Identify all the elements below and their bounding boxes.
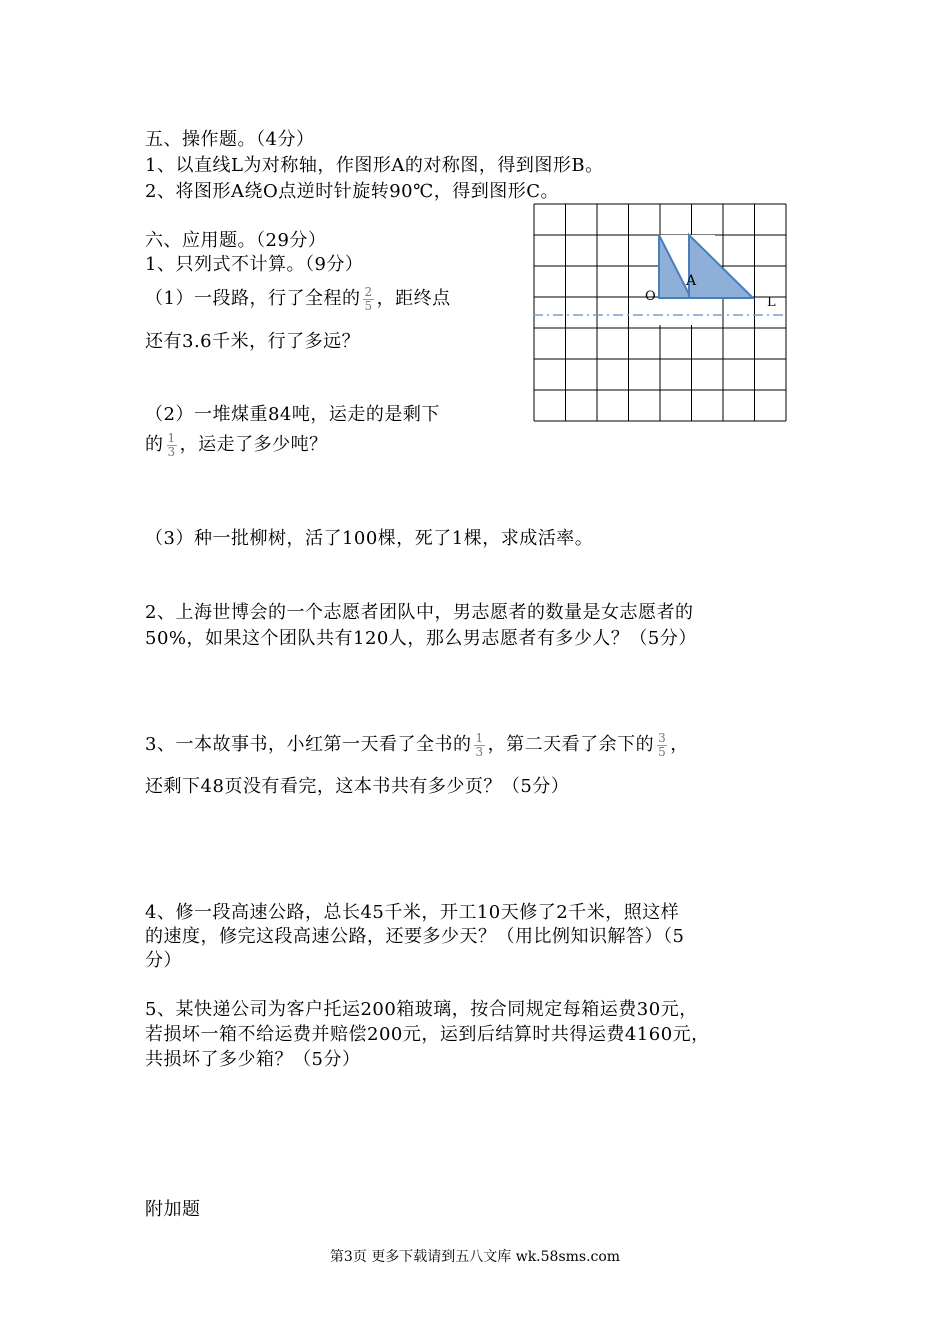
q4-line2: 的速度，修完这段高速公路，还要多少天？（用比例知识解答）（5 [145,926,685,947]
q1-2-text-c: ，运走了多少吨？ [179,434,328,455]
label-a: A [686,273,697,289]
section5-q2: 2、将图形A绕O点逆时针旋转90℃，得到图形C。 [145,181,560,202]
q3-text-c: ， [670,734,689,755]
extra-title: 附加题 [145,1199,201,1220]
q3-text-b: ，第二天看了余下的 [487,734,655,755]
fraction-3-5: $\frac{3}{5}$ [658,730,667,759]
q1-1-line1 [145,284,451,313]
q1-2-line2 [145,430,328,459]
section5-title: 五、操作题。（4分） [145,129,315,150]
fraction-1-3: $\frac{1}{3}$ [167,430,176,459]
page-footer: 第3页 更多下载请到五八文库 wk.58sms.com [329,1249,621,1265]
label-o: O [645,289,656,304]
q1-1-text-a: （1）一段路，行了全程的 [145,288,361,309]
q1-1-text-b: ，距终点 [376,288,451,309]
q5-line1: 5、某快递公司为客户托运200箱玻璃，按合同规定每箱运费30元， [145,999,698,1020]
q3-text-a: 3、一本故事书，小红第一天看了全书的 [145,734,472,755]
q1-3: （3）种一批柳树，活了100棵，死了1棵，求成活率。 [145,528,594,549]
q5-line2: 若损坏一箱不给运费并赔偿200元，运到后结算时共得运费4160元， [145,1024,710,1045]
q4-line1: 4、修一段高速公路，总长45千米，开工10天修了2千米，照这样 [145,902,680,923]
q1-1-line2: 还有3.6千米，行了多远？ [145,331,361,352]
q1-2-line1: （2）一堆煤重84吨，运走的是剩下 [145,404,440,425]
q4-line3: 分） [145,950,182,971]
q3-line2: 还剩下48页没有看完，这本书共有多少页？（5分） [145,776,570,797]
q1-2-text-b: 的 [145,434,164,455]
q5-line3: 共损坏了多少箱？（5分） [145,1049,361,1070]
section6-q1-title: 1、只列式不计算。（9分） [145,254,364,275]
q2-line2: 50%，如果这个团队共有120人，那么男志愿者有多少人？（5分） [145,628,697,649]
fraction-1-3-b: $\frac{1}{3}$ [475,730,484,759]
label-l: L [767,295,776,310]
section6-title: 六、应用题。（29分） [145,230,327,251]
q3-line1 [145,730,689,759]
fraction-2-5: $\frac{2}{5}$ [364,284,373,313]
q2-line1: 2、上海世博会的一个志愿者团队中，男志愿者的数量是女志愿者的 [145,602,694,623]
section5-q1: 1、以直线L为对称轴，作图形A的对称图，得到图形B。 [145,155,604,176]
grid-figure [533,203,803,428]
